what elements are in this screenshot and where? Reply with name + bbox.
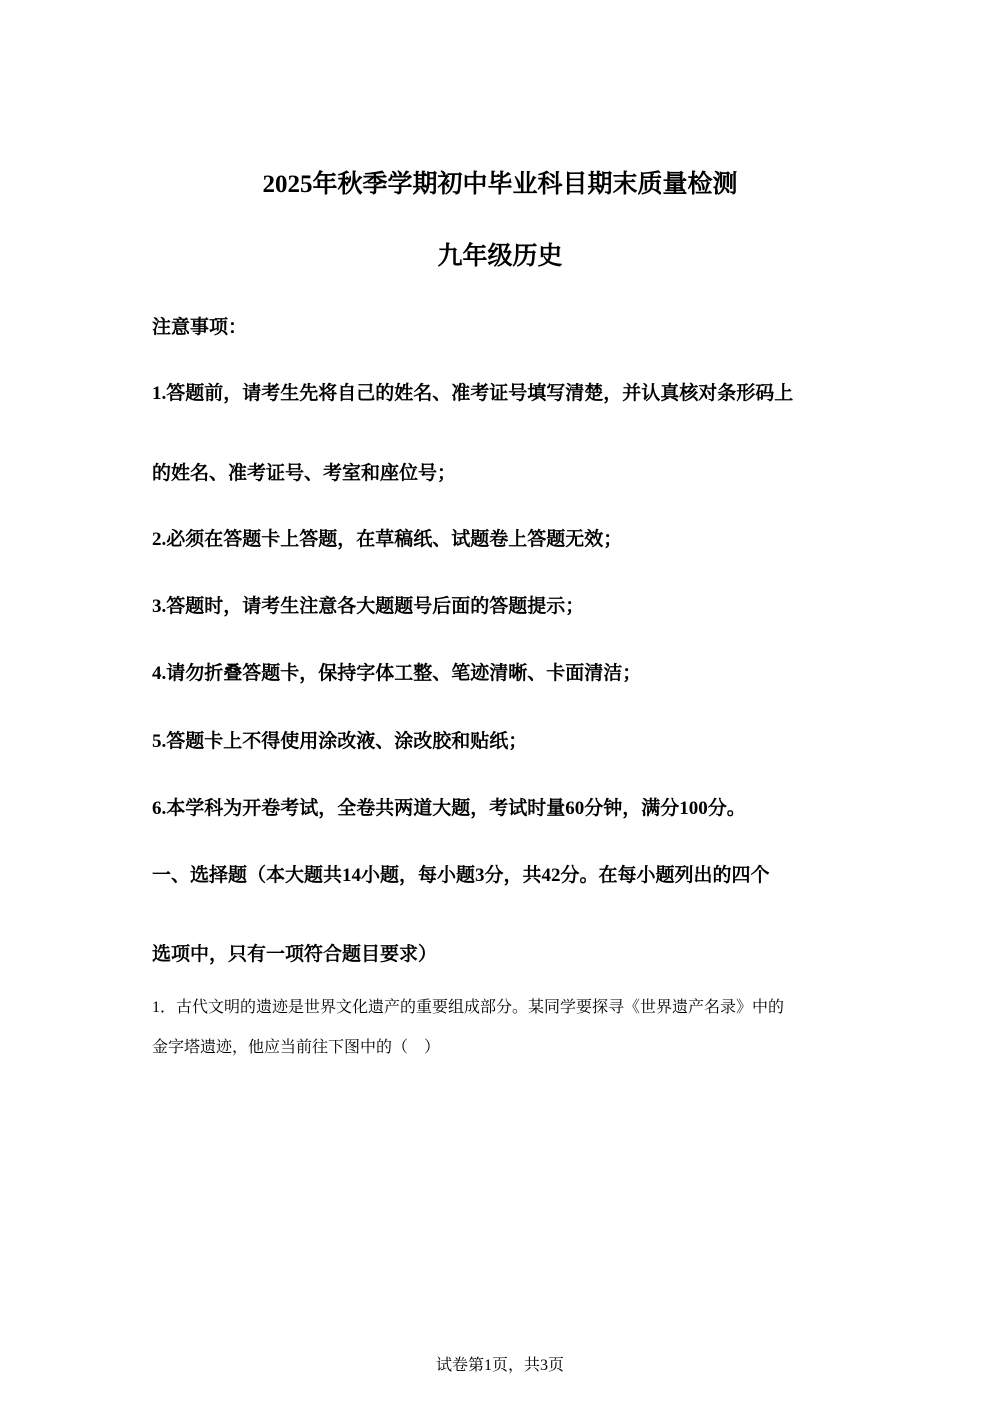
notice-item-6: 6.本学科为开卷考试，全卷共两道大题，考试时量60分钟，满分100分。 [152,798,746,819]
notice-item-5: 5.答题卡上不得使用涂改液、涂改胶和贴纸； [152,731,528,752]
exam-subtitle: 九年级历史 [437,243,563,270]
exam-title: 2025年秋季学期初中毕业科目期末质量检测 [262,171,738,198]
notice-heading: 注意事项： [152,317,248,338]
section-heading-line-2: 选项中，只有一项符合题目要求） [152,944,438,965]
question-1-line-2: 金字塔遗迹，他应当前往下图中的（ ） [152,1039,441,1056]
question-1-line-1: 1．古代文明的遗迹是世界文化遗产的重要组成部分。某同学要探寻《世界遗产名录》中的 [152,999,785,1016]
notice-item-1-line-2: 的姓名、准考证号、考室和座位号； [152,463,457,484]
section-heading-line-1: 一、选择题（本大题共14小题，每小题3分，共42分。在每小题列出的四个 [152,865,770,886]
notice-item-4: 4.请勿折叠答题卡，保持字体工整、笔迹清晰、卡面清洁； [152,663,642,684]
notice-item-2: 2.必须在答题卡上答题，在草稿纸、试题卷上答题无效； [152,529,623,550]
page-footer: 试卷第1页，共3页 [435,1357,564,1374]
notice-item-1-line-1: 1.答题前，请考生先将自己的姓名、准考证号填写清楚，并认真核对条形码上 [152,383,794,404]
notice-item-3: 3.答题时，请考生注意各大题题号后面的答题提示； [152,596,585,617]
